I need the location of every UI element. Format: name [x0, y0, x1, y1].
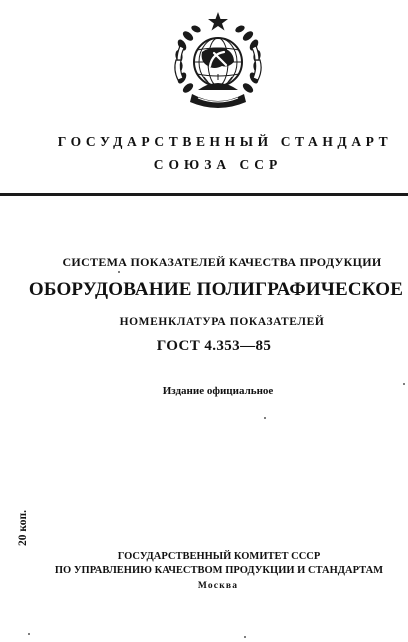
publisher-line-1: ГОСУДАРСТВЕННЫЙ КОМИТЕТ СССР: [117, 551, 321, 562]
standard-number: ГОСТ 4.353—85: [156, 338, 272, 354]
price-label: [16, 505, 30, 551]
print-speck: [264, 417, 266, 419]
document-subtitle: НОМЕНКЛАТУРА ПОКАЗАТЕЛЕЙ: [119, 316, 325, 328]
divider-rule: [0, 193, 408, 196]
ussr-state-emblem-icon: [168, 10, 268, 112]
publisher-city: Москва: [197, 581, 239, 591]
print-speck: [403, 383, 405, 385]
document-title: ОБОРУДОВАНИЕ ПОЛИГРАФИЧЕСКОЕ: [28, 279, 404, 300]
print-speck: [244, 636, 246, 638]
print-speck: [118, 271, 120, 273]
print-speck: [28, 633, 30, 635]
publisher-line-2: ПО УПРАВЛЕНИЮ КАЧЕСТВОМ ПРОДУКЦИИ И СТАНДАРТАМ: [54, 565, 384, 576]
standard-subheading: СОЮЗА ССР: [153, 157, 283, 172]
edition-note: Издание официальное: [162, 385, 274, 397]
standard-heading: ГОСУДАРСТВЕННЫЙ СТАНДАРТ: [57, 134, 393, 149]
series-title: СИСТЕМА ПОКАЗАТЕЛЕЙ КАЧЕСТВА ПРОДУКЦИИ: [62, 255, 382, 269]
price-text: 20 коп.: [17, 509, 29, 547]
